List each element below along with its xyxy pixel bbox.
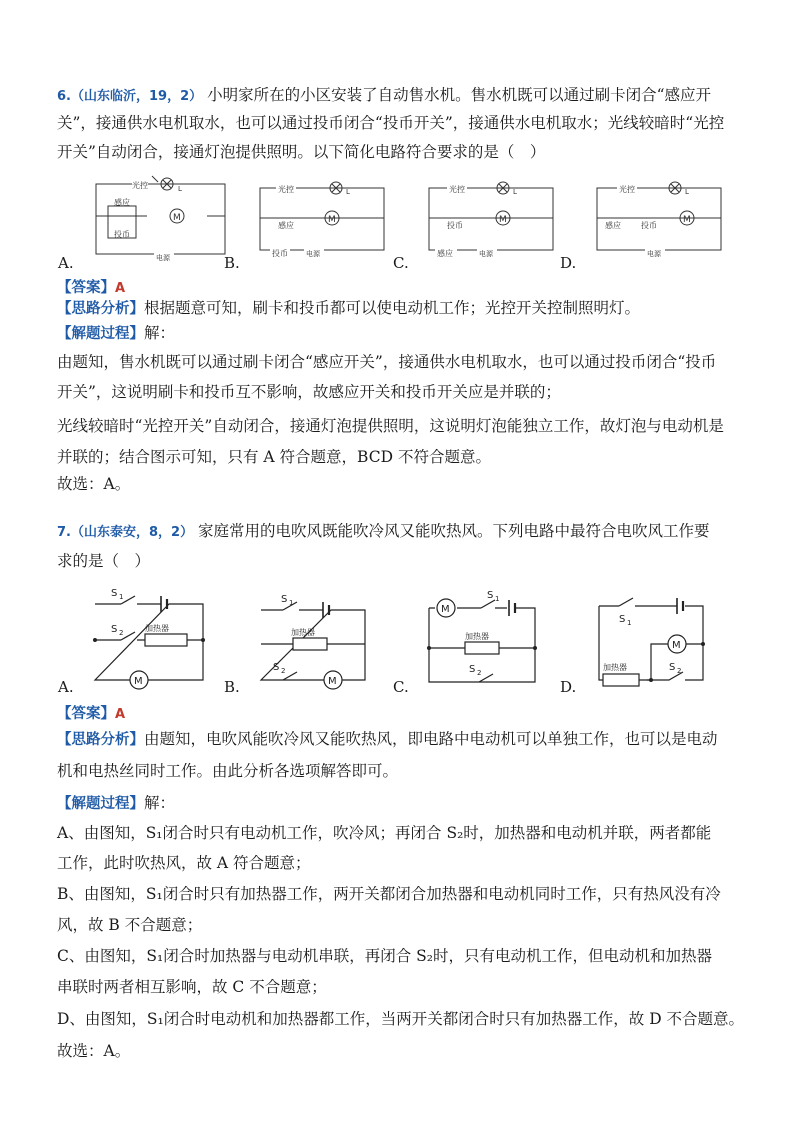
q6-option-c[interactable]: C. — [393, 254, 409, 272]
q7c-label-s1: S — [487, 590, 494, 601]
q7a-label-motor: M — [134, 676, 143, 687]
q6d-label-dianyuan: 电源 — [647, 250, 661, 258]
q6d-label-guangkong: 光控 — [619, 185, 635, 194]
q6a-label-dianyuan: 电源 — [156, 254, 170, 262]
q7-option-b[interactable]: B. — [224, 678, 240, 696]
q7c-label-s2: S — [469, 664, 476, 675]
q6-process-line-2: 开关”，这说明刷卡和投币互不影响，故感应开关和投币开关应是并联的； — [57, 383, 561, 401]
q7-option-d-line-1: D、由图知，S₁闭合时电动机和加热器都工作，当两开关都闭合时只有加热器工作，故 D 不合题意。 — [57, 1010, 745, 1028]
q7a-label-s2-sub: 2 — [119, 629, 124, 637]
q6c-label-motor: M — [499, 215, 507, 225]
q6b-label-guangkong: 光控 — [278, 185, 294, 194]
q7-analysis-line-1 — [57, 728, 747, 751]
q6-process-head-text: 解： — [144, 324, 176, 342]
q6a-label-guangkong: 光控 — [132, 181, 148, 190]
q6c-label-toubi: 投币 — [447, 221, 463, 230]
q6-circuit-c — [425, 184, 559, 260]
q7a-label-s1-sub: 1 — [119, 593, 124, 601]
q6-source: （山东临沂，19，2） — [70, 89, 203, 104]
q6-circuit-b — [256, 184, 390, 260]
q7c-label-heater: 加热器 — [465, 632, 489, 641]
q7-stem-text-1: 家庭常用的电吹风既能吹冷风又能吹热风。下列电路中最符合电吹风工作要 — [198, 522, 710, 540]
q7d-label-s1: S — [619, 614, 626, 625]
q7-stem-line-2: 求的是（ ） — [57, 552, 151, 570]
q6-analysis-text: 根据题意可知，刷卡和投币都可以使电动机工作；光控开关控制照明灯。 — [144, 299, 641, 317]
q6c-label-ganying: 感应 — [437, 249, 453, 258]
q7c-label-s1-sub: 1 — [495, 595, 500, 603]
q6d-label-toubi: 投币 — [641, 221, 657, 230]
q7b-label-s1-sub: 1 — [289, 599, 294, 607]
q6b-label-ganying: 感应 — [278, 221, 294, 230]
q6-process-line-3: 光线较暗时“光控开关”自动闭合，接通灯泡提供照明，这说明灯泡能独立工作，故灯泡与电动机是 — [57, 417, 724, 435]
q6-answer-value: A — [115, 281, 126, 296]
q6d-label-motor: M — [683, 215, 691, 225]
q7-option-c[interactable]: C. — [393, 678, 409, 696]
q7-stem-line-1 — [57, 520, 747, 544]
q7b-label-motor: M — [328, 676, 337, 687]
q7-circuit-c — [425, 592, 543, 690]
q7-option-b-line-1: B、由图知，S₁闭合时只有加热器工作，两开关都闭合加热器和电动机同时工作，只有热风没有冷 — [57, 885, 721, 903]
q6b-label-dianyuan: 电源 — [306, 250, 320, 258]
q7b-label-s1: S — [281, 594, 288, 605]
q6b-label-toubi: 投币 — [272, 249, 288, 258]
q7-circuit-b — [257, 594, 373, 690]
q6-process-head — [57, 322, 747, 345]
q6-conclusion: 故选：A。 — [57, 475, 131, 493]
q7-process-head-text: 解： — [144, 794, 176, 812]
q7-option-a-line-2: 工作，此时吹热风，故 A 符合题意； — [57, 854, 311, 872]
q6b-label-motor: M — [328, 215, 336, 225]
q6-process-line-4: 并联的；结合图示可知，只有 A 符合题意，BCD 不符合题意。 — [57, 448, 491, 466]
q7d-label-s2-sub: 2 — [677, 667, 682, 675]
q6c-label-lamp: L — [513, 188, 517, 196]
q7-option-a[interactable]: A. — [58, 678, 74, 696]
q6-process-line-1: 由题知，售水机既可以通过刷卡闭合“感应开关”，接通供水电机取水，也可以通过投币闭合“投币 — [57, 353, 717, 371]
q7-option-c-line-1: C、由图知，S₁闭合时加热器与电动机串联，再闭合 S₂时，只有电动机工作，但电动机和加热器 — [57, 947, 712, 965]
q7a-label-s1: S — [111, 588, 118, 599]
q7b-label-s2-sub: 2 — [281, 667, 286, 675]
q6-process-tag: 【解题过程】 — [57, 326, 144, 342]
q6c-label-guangkong: 光控 — [449, 185, 465, 194]
q7-option-b-line-2: 风，故 B 不合题意； — [57, 916, 203, 934]
q6-stem-text-1: 小明家所在的小区安装了自动售水机。售水机既可以通过刷卡闭合“感应开 — [207, 86, 711, 104]
q6a-label-toubi: 投币 — [114, 230, 130, 239]
q6-option-d[interactable]: D. — [560, 254, 577, 272]
q7-analysis-text-1: 由题知，电吹风能吹冷风又能吹热风，即电路中电动机可以单独工作，也可以是电动 — [144, 730, 718, 748]
q7c-label-s2-sub: 2 — [477, 669, 482, 677]
q6-circuit-d — [593, 184, 727, 260]
q6-option-b[interactable]: B. — [224, 254, 240, 272]
q6-option-a[interactable]: A. — [58, 254, 74, 272]
q7-circuit-a — [91, 590, 209, 690]
q7d-label-motor: M — [672, 640, 681, 651]
q7d-label-s2: S — [669, 662, 676, 673]
q7-process-head — [57, 792, 747, 815]
q6a-label-ganying: 感应 — [114, 198, 130, 207]
q6-stem-line-2: 关”，接通供水电机取水，也可以通过投币闭合“投币开关”，接通供水电机取水；光线较暗时“光控 — [57, 114, 725, 132]
q7-number: 7. — [57, 525, 71, 540]
q7-figures — [57, 580, 757, 698]
q7c-label-motor: M — [441, 604, 450, 615]
q6a-label-motor: M — [173, 213, 181, 223]
q7-option-d[interactable]: D. — [560, 678, 577, 696]
q7-analysis-tag: 【思路分析】 — [57, 732, 144, 748]
q6b-label-lamp: L — [346, 188, 350, 196]
q6d-label-lamp: L — [685, 188, 689, 196]
q7d-label-heater: 加热器 — [603, 663, 627, 672]
q7b-label-heater: 加热器 — [291, 628, 315, 637]
q6-answer-tag: 【答案】 — [57, 280, 115, 296]
q7-answer-tag: 【答案】 — [57, 706, 115, 722]
q6-circuit-a — [92, 176, 232, 262]
q7d-label-s1-sub: 1 — [627, 619, 632, 627]
q7-circuit-d — [595, 594, 713, 690]
q7-answer-value: A — [115, 707, 126, 722]
q7-process-tag: 【解题过程】 — [57, 796, 144, 812]
q6d-label-ganying: 感应 — [605, 221, 621, 230]
q7-option-a-line-1: A、由图知，S₁闭合时只有电动机工作，吹冷风；再闭合 S₂时，加热器和电动机并联，两者都能 — [57, 824, 712, 842]
q6-analysis — [57, 297, 747, 320]
q7-option-c-line-2: 串联时两者相互影响，故 C 不合题意； — [57, 978, 327, 996]
q7a-label-s2: S — [111, 624, 118, 635]
q7a-label-heater: 加热器 — [145, 624, 169, 633]
q7b-label-s2: S — [273, 662, 280, 673]
q6-figures — [57, 172, 757, 272]
q7-source: （山东泰安，8，2） — [70, 525, 194, 540]
q6a-label-lamp: L — [178, 185, 182, 193]
q7-conclusion: 故选：A。 — [57, 1042, 131, 1060]
q7-answer — [57, 702, 747, 726]
q6c-label-dianyuan: 电源 — [479, 250, 493, 258]
q6-analysis-tag: 【思路分析】 — [57, 301, 144, 317]
q6-stem-line-1 — [57, 84, 747, 108]
q7-analysis-line-2: 机和电热丝同时工作。由此分析各选项解答即可。 — [57, 762, 399, 780]
q6-stem-line-3: 开关”自动闭合，接通灯泡提供照明。以下简化电路符合要求的是（ ） — [57, 143, 546, 161]
q6-number: 6. — [57, 89, 71, 104]
